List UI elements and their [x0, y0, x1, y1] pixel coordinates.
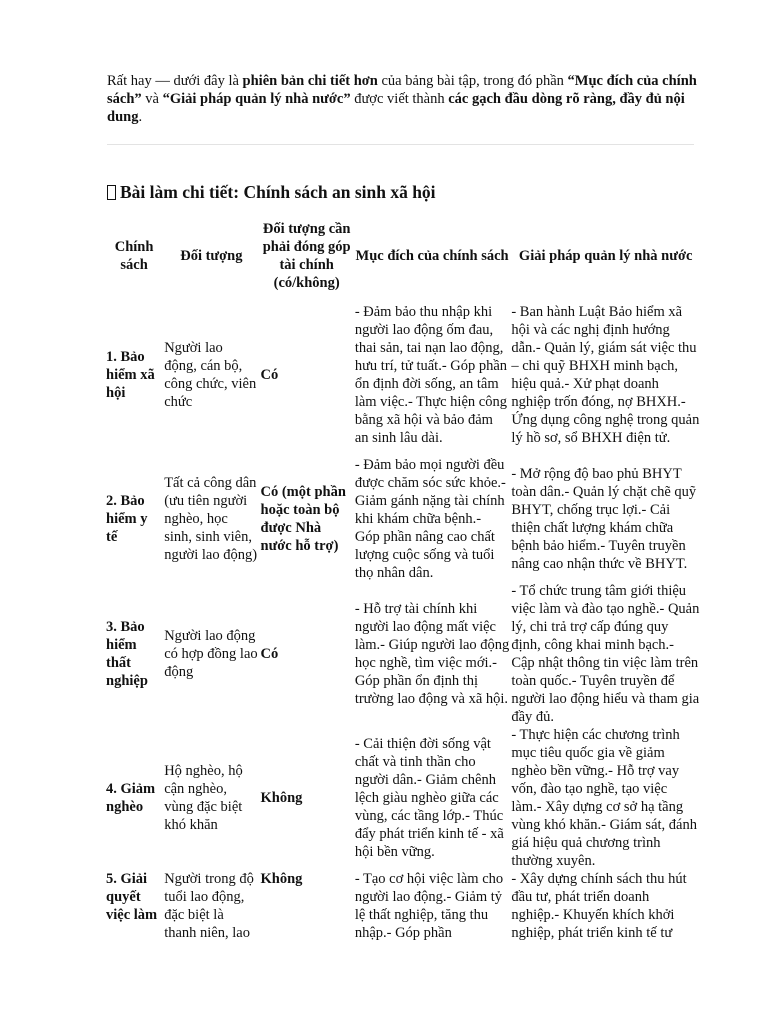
cell-contribute: Có: [260, 367, 279, 383]
cell-subject: Hộ nghèo, hộ cận nghèo, vùng đặc biệt khó khăn: [164, 763, 243, 833]
horizontal-divider: [107, 144, 694, 145]
cell-solution: - Xây dựng chính sách thu hút đầu tư, phát triển doanh nghiệp.- Khuyến khích khởi nghiệp, phát triển kinh tế tư: [511, 871, 687, 941]
cell-solution: - Thực hiện các chương trình mục tiêu quốc gia về giảm nghèo bền vững.- Hỗ trợ vay vốn, đào tạo nghề, tạo việc làm.- Xây dựng cơ sở hạ tầng vùng khó khăn.- Giám sát, đánh giá hiệu quả chương trình thường xuyên.: [511, 727, 697, 869]
cell-subject: Người lao động có hợp đồng lao động: [164, 628, 258, 680]
cell-policy: 4. Giảm nghèo: [106, 781, 156, 815]
cell-purpose: - Hỗ trợ tài chính khi người lao động mất việc làm.- Giúp người lao động học nghề, tìm việc mới.- Góp phần ổn định thị trường lao động và xã hội.: [354, 601, 510, 707]
cell-solution: - Mở rộng độ bao phủ BHYT toàn dân.- Quản lý chặt chẽ quỹ BHYT, chống trục lợi.- Cải thiện chất lượng khám chữa bệnh bảo hiểm.- Tuyên truyền nâng cao nhận thức về BHYT.: [511, 466, 697, 572]
cell-solution: - Tổ chức trung tâm giới thiệu việc làm và đào tạo nghề.- Quản lý, chi trả trợ cấp đúng quy định, công khai minh bạch.- Cập nhật thông tin việc làm trên toàn quốc.- Tuyên truyền để người lao động hiểu và tham gia đầy đủ.: [511, 583, 700, 725]
table-row: [105, 582, 701, 726]
cell-policy: 1. Bảo hiểm xã hội: [106, 349, 155, 401]
cell-purpose: - Đảm bảo mọi người đều được chăm sóc sức khỏe.- Giảm gánh nặng tài chính khi khám chữa bệnh.- Góp phần nâng cao chất lượng cuộc sống và tuổi thọ nhân dân.: [354, 457, 506, 581]
policy-table: [105, 218, 701, 946]
intro-text: được viết thành: [350, 91, 449, 107]
cell-policy: 2. Bảo hiểm y tế: [106, 493, 148, 545]
missing-glyph-icon: [107, 185, 116, 200]
header-contribute: Đối tượng cần phải đóng góp tài chính (có/không): [262, 221, 351, 291]
cell-policy: 3. Bảo hiểm thất nghiệp: [106, 619, 148, 689]
table-row: [105, 456, 701, 582]
intro-bold: phiên bản chi tiết hơn: [242, 73, 378, 89]
cell-contribute: Có: [260, 646, 279, 662]
cell-purpose: - Cải thiện đời sống vật chất và tinh thần cho người dân.- Giảm chênh lệch giàu nghèo giữa các vùng, các tầng lớp.- Thúc đẩy phát triển kinh tế - xã hội bền vững.: [354, 736, 504, 860]
table-header-row: [105, 218, 701, 294]
cell-solution: - Ban hành Luật Bảo hiểm xã hội và các nghị định hướng dẫn.- Quản lý, giám sát việc thu – chi quỹ BHXH minh bạch, hiệu quả.- Xử phạt doanh nghiệp trốn đóng, nợ BHXH.- Ứng dụng công nghệ trong quản lý hồ sơ, sổ BHXH điện tử.: [511, 304, 700, 446]
intro-text: .: [138, 109, 143, 125]
intro-bold: “Mục đích của chính sách”: [107, 73, 697, 107]
cell-purpose: - Đảm bảo thu nhập khi người lao động ốm đau, thai sản, tai nạn lao động, hưu trí, tử tuất.- Góp phần ổn định đời sống, an tâm làm việc.- Thực hiện công bằng xã hội và bảo đảm an sinh lâu dài.: [354, 304, 508, 446]
cell-subject: Người trong độ tuổi lao động, đặc biệt là thanh niên, lao: [164, 871, 254, 941]
table-row: [105, 294, 701, 456]
header-purpose: Mục đích của chính sách: [355, 248, 509, 264]
header-solution: Giải pháp quản lý nhà nước: [518, 248, 693, 264]
header-subject: Đối tượng: [180, 248, 243, 264]
section-heading-text: Bài làm chi tiết: Chính sách an sinh xã hội: [120, 182, 436, 202]
header-policy: Chính sách: [114, 239, 154, 273]
intro-text: Rất hay — dưới đây là: [107, 73, 243, 89]
cell-contribute: Không: [260, 871, 303, 887]
cell-policy: 5. Giải quyết việc làm: [106, 871, 158, 923]
table-row: [105, 870, 701, 946]
cell-contribute: Có (một phần hoặc toàn bộ được Nhà nước hỗ trợ): [260, 484, 346, 554]
cell-subject: Tất cả công dân (ưu tiên người nghèo, học sinh, sinh viên, người lao động): [164, 475, 258, 563]
intro-bold: các gạch đầu dòng rõ ràng, đầy đủ nội dung: [107, 91, 685, 125]
cell-purpose: - Tạo cơ hội việc làm cho người lao động.- Giảm tỷ lệ thất nghiệp, tăng thu nhập.- Góp phần: [354, 871, 504, 941]
cell-subject: Người lao động, cán bộ, công chức, viên chức: [164, 340, 257, 410]
intro-text: của bảng bài tập, trong đó phần: [377, 73, 568, 89]
intro-bold: “Giải pháp quản lý nhà nước”: [162, 91, 351, 107]
table-row: [105, 726, 701, 870]
section-heading: [107, 181, 697, 203]
cell-contribute: Không: [260, 790, 303, 806]
intro-paragraph: [107, 72, 697, 126]
intro-text: và: [141, 91, 163, 107]
